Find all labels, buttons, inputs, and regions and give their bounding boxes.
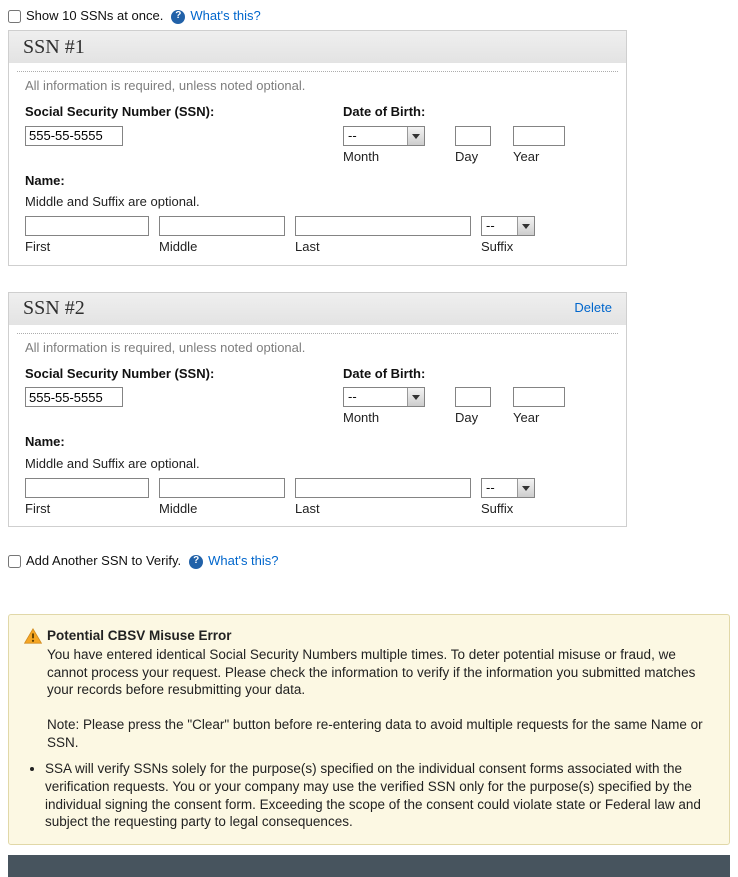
add-ssn-checkbox[interactable] [8, 555, 21, 568]
year-label: Year [513, 410, 540, 425]
last-label: Last [295, 500, 320, 516]
middle-label: Middle [159, 239, 198, 255]
middle-label: Middle [159, 500, 198, 516]
month-select[interactable] [343, 126, 425, 146]
whats-this-link[interactable]: What's this? [208, 553, 279, 569]
divider [17, 71, 618, 72]
year-label: Year [513, 148, 540, 164]
first-name-input[interactable] [25, 478, 149, 498]
chevron-down-icon [407, 127, 424, 145]
divider [17, 333, 618, 334]
warning-title: Potential CBSV Misuse Error [47, 628, 232, 643]
panel-body [9, 325, 626, 527]
name-label: Name: [25, 434, 65, 450]
month-select-value: -- [348, 127, 357, 143]
panel-title: SSN #2 [23, 297, 85, 319]
suffix-select-value: -- [486, 218, 495, 234]
month-select-value: -- [348, 389, 357, 404]
panel-title: SSN #1 [23, 35, 85, 58]
year-input[interactable] [513, 126, 565, 146]
help-icon[interactable]: ? [171, 10, 185, 24]
dob-label: Date of Birth: [343, 104, 426, 120]
panel-header [9, 293, 626, 325]
last-label: Last [295, 239, 320, 255]
warning-box [8, 614, 730, 845]
name-label: Name: [25, 172, 65, 188]
name-note: Middle and Suffix are optional. [25, 455, 200, 471]
ssn-panel-2 [8, 292, 627, 528]
month-label: Month [343, 410, 380, 425]
ssn-panel-1 [8, 30, 627, 266]
suffix-label: Suffix [481, 239, 514, 255]
required-note: All information is required, unless noted optional. [25, 78, 306, 93]
ssn-input[interactable] [25, 387, 123, 407]
warning-bullet-list [31, 760, 713, 831]
name-note: Middle and Suffix are optional. [25, 194, 200, 209]
footer-bar [8, 855, 730, 877]
day-input[interactable] [455, 387, 491, 407]
chevron-down-icon [407, 388, 424, 406]
first-label: First [25, 239, 51, 255]
suffix-select[interactable] [481, 216, 535, 236]
chevron-down-icon [517, 479, 534, 497]
required-note: All information is required, unless noted optional. [25, 339, 306, 355]
warning-bullet: • SSA will verify SSNs solely for the purpose(s) specified on the individual consent forms associated with the verification requests. You or your company may use the verified SSN only for the purpose(s) specified by the individual signing the consent form. Exceeding the scope of the consent could violate state or Federal law and subject the requesting party to legal consequences. [45, 760, 713, 831]
first-label: First [25, 500, 51, 516]
warning-icon [24, 628, 42, 649]
warning-paragraph: You have entered identical Social Security Numbers multiple times. To deter potential misuse or fraud, we cannot process your request. Please check the information to verify if the information you submitted matches your records before resubmitting your data. [47, 646, 696, 698]
suffix-label: Suffix [481, 500, 514, 516]
suffix-select-value: -- [486, 479, 495, 495]
panel-body [9, 63, 626, 265]
show-ten-label: Show 10 SSNs at once. [26, 8, 164, 24]
middle-name-input[interactable] [159, 216, 285, 236]
day-input[interactable] [455, 126, 491, 146]
suffix-select[interactable] [481, 478, 535, 498]
ssn-label: Social Security Number (SSN): [25, 365, 215, 381]
last-name-input[interactable] [295, 478, 471, 498]
ssn-input[interactable] [25, 126, 123, 146]
day-label: Day [455, 410, 479, 425]
first-name-input[interactable] [25, 216, 149, 236]
day-label: Day [455, 148, 479, 164]
panel-header [9, 31, 626, 63]
ssn-label: Social Security Number (SSN): [25, 104, 215, 120]
show-ten-checkbox[interactable] [8, 10, 21, 23]
delete-ssn-link[interactable]: Delete [574, 300, 612, 316]
chevron-down-icon [517, 217, 534, 235]
year-input[interactable] [513, 387, 565, 407]
warning-note: Note: Please press the "Clear" button before re-entering data to avoid multiple requests for the same Name or SSN. [47, 717, 703, 751]
middle-name-input[interactable] [159, 478, 285, 498]
last-name-input[interactable] [295, 216, 471, 236]
dob-label: Date of Birth: [343, 365, 426, 381]
whats-this-link[interactable]: What's this? [190, 8, 261, 24]
help-icon[interactable]: ? [189, 555, 203, 569]
month-select[interactable] [343, 387, 425, 407]
month-label: Month [343, 148, 380, 164]
show-ten-row [8, 8, 738, 25]
add-ssn-label: Add Another SSN to Verify. [26, 553, 182, 569]
add-ssn-row [8, 553, 738, 570]
